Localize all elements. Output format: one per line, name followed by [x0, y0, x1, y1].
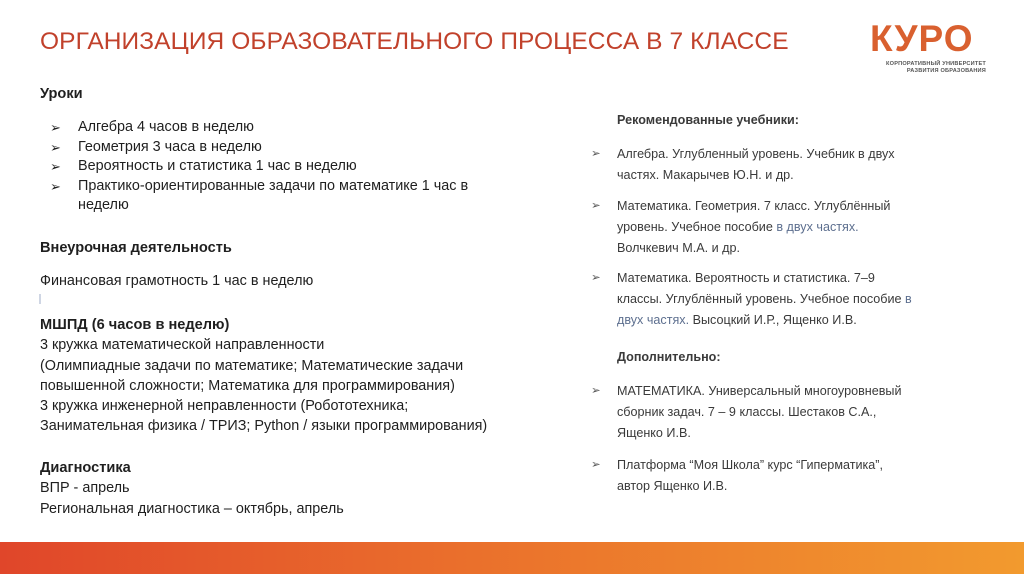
arrow-bullet-icon: ➢	[50, 178, 61, 194]
lessons-list	[50, 118, 520, 216]
list-item: ➢ Алгебра 4 часов в неделю	[50, 118, 520, 138]
mshp-line: повышенной сложности; Математика для программирования)	[40, 377, 455, 394]
arrow-bullet-icon: ➢	[50, 120, 61, 135]
arrow-bullet-icon: ➢	[591, 148, 601, 160]
logo-subtitle: КОРПОРАТИВНЫЙ УНИВЕРСИТЕТ РАЗВИТИЯ ОБРАЗОВАНИЯ	[886, 61, 986, 74]
mshp-line: (Олимпиадные задачи по математике; Математические задачи	[40, 357, 464, 374]
additional-item: ➢ Платформа “Моя Школа” курс “Гиперматика”, автор Ященко И.В.	[591, 455, 931, 497]
lessons-heading: Уроки	[40, 86, 83, 102]
mshp-line: Занимательная физика / ТРИЗ; Python / языки программирования)	[40, 418, 488, 435]
list-item: ➢ Практико-ориентированные задачи по математике 1 час в неделю	[50, 177, 469, 213]
diagnostics-line: Региональная диагностика – октябрь, апрель	[40, 500, 344, 517]
recommended-item: ➢ Математика. Вероятность и статистика. 7–9 классы. Углублённый уровень. Учебное пособие в двух частях. Высоцкий И.Р., Ященко И.В.	[591, 268, 931, 330]
additional-item: ➢ МАТЕМАТИКА. Универсальный многоуровневый сборник задач. 7 – 9 классы. Шестаков С.А., Ященко И.В.	[591, 381, 931, 443]
recommended-item: ➢ Алгебра. Углубленный уровень. Учебник в двух частях. Макарычев Ю.Н. и др.	[591, 144, 931, 186]
arrow-bullet-icon: ➢	[50, 159, 61, 174]
slide-title: ОРГАНИЗАЦИЯ ОБРАЗОВАТЕЛЬНОГО ПРОЦЕССА В 7 КЛАССЕ	[40, 28, 789, 55]
mshp-heading: МШПД (6 часов в неделю)	[40, 317, 230, 333]
recommended-item: ➢ Математика. Геометрия. 7 класс. Углублённый уровень. Учебное пособие в двух частях. Волчкевич М.А. и др.	[591, 196, 931, 258]
accent-footer-bar	[0, 542, 1024, 574]
kuro-logo	[862, 18, 992, 84]
mshp-line: 3 кружка математической направленности	[40, 337, 325, 354]
arrow-bullet-icon: ➢	[591, 200, 601, 212]
extracurricular-heading: Внеурочная деятельность	[40, 240, 232, 256]
additional-heading: Дополнительно:	[617, 350, 721, 364]
arrow-bullet-icon: ➢	[50, 139, 61, 155]
list-item: ➢ Геометрия 3 часа в неделю	[50, 138, 520, 158]
list-item: ➢ Вероятность и статистика 1 час в неделю	[50, 157, 520, 177]
recommended-heading: Рекомендованные учебники:	[617, 113, 799, 127]
diagnostics-line: ВПР - апрель	[40, 480, 130, 497]
mshp-line: 3 кружка инженерной неправленности (Робототехника;	[40, 398, 409, 415]
logo-wordmark: КУРО	[870, 18, 974, 59]
arrow-bullet-icon: ➢	[591, 385, 601, 397]
mshp-section	[40, 315, 560, 437]
text-cursor-mark	[39, 294, 41, 304]
arrow-bullet-icon: ➢	[591, 459, 601, 471]
diagnostics-section	[40, 458, 560, 519]
diagnostics-heading: Диагностика	[40, 460, 131, 476]
extracurricular-text: Финансовая грамотность 1 час в неделю	[40, 273, 314, 289]
arrow-bullet-icon: ➢	[591, 272, 601, 284]
